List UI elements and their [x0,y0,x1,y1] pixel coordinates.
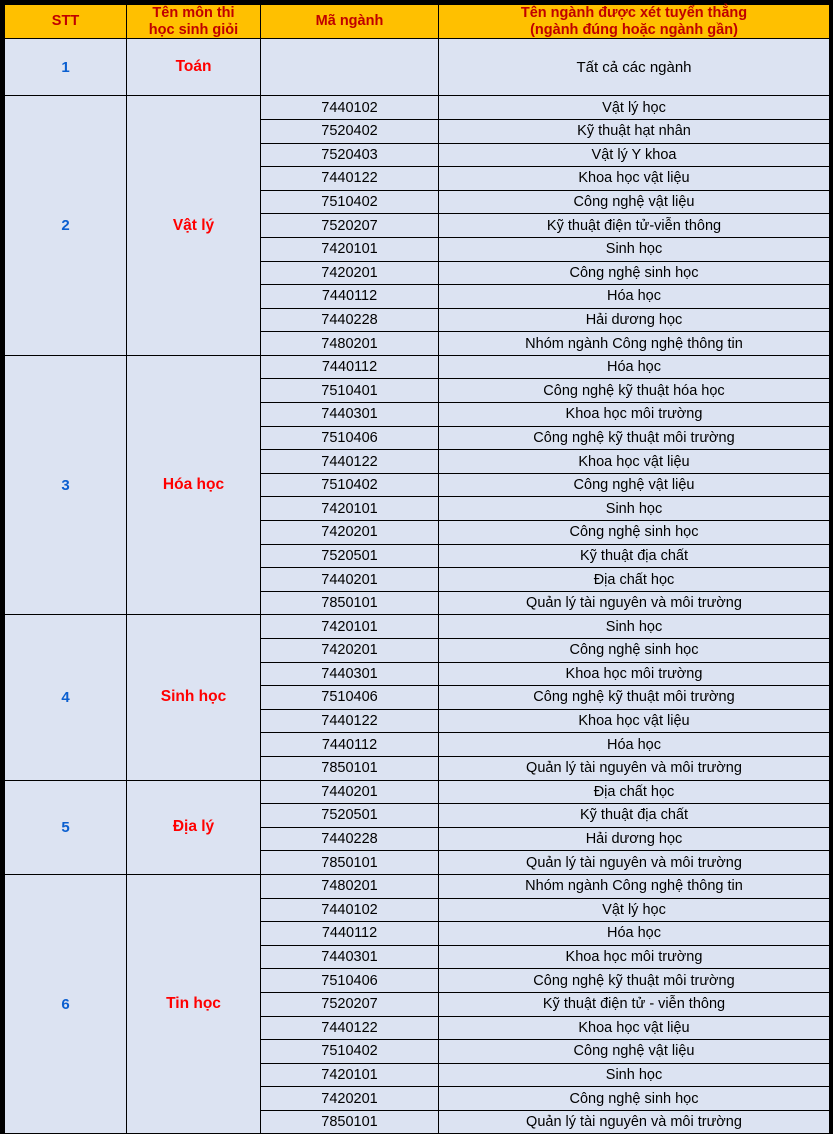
row-major-code: 7440112 [261,922,439,946]
row-major-code: 7480201 [261,874,439,898]
row-major-name: Khoa học môi trường [439,403,830,427]
row-major-name: Hải dương học [439,308,830,332]
row-major-code: 7440112 [261,285,439,309]
header-subject-line1: Tên môn thi [152,5,235,21]
row-major-name: Khoa học vật liệu [439,709,830,733]
row-major-code: 7440122 [261,709,439,733]
row-major-code: 7420201 [261,1087,439,1111]
row-subject: Vật lý [127,96,261,356]
header-major-line2: (ngành đúng hoặc ngành gần) [530,21,738,38]
admission-table [4,4,830,1134]
row-subject: Tin học [127,874,261,1134]
row-major-name: Công nghệ vật liệu [439,190,830,214]
row-major-name: Hóa học [439,733,830,757]
row-major-name: Khoa học vật liệu [439,450,830,474]
row-major-name: Công nghệ vật liệu [439,1040,830,1064]
row-major-code: 7520501 [261,804,439,828]
row-major-code [261,39,439,96]
row-major-name: Công nghệ kỹ thuật môi trường [439,426,830,450]
row-major-name: Tất cả các ngành [439,39,830,96]
row-stt: 4 [5,615,127,780]
row-major-name: Quản lý tài nguyên và môi trường [439,1110,830,1134]
row-major-name: Nhóm ngành Công nghệ thông tin [439,332,830,356]
row-major-name: Địa chất học [439,780,830,804]
row-major-code: 7520402 [261,119,439,143]
header-row [5,5,830,39]
row-major-name: Vật lý học [439,898,830,922]
row-major-code: 7510402 [261,190,439,214]
row-major-name: Công nghệ sinh học [439,261,830,285]
table-row [5,615,830,639]
row-major-code: 7850101 [261,1110,439,1134]
row-major-name: Sinh học [439,237,830,261]
table-row [5,355,830,379]
row-major-name: Quản lý tài nguyên và môi trường [439,851,830,875]
row-subject: Sinh học [127,615,261,780]
header-stt: STT [5,5,127,39]
row-major-code: 7440102 [261,898,439,922]
row-major-code: 7420201 [261,521,439,545]
header-major-line1: Tên ngành được xét tuyển thẳng [520,5,748,21]
row-major-code: 7510401 [261,379,439,403]
row-major-code: 7510402 [261,1040,439,1064]
row-major-name: Công nghệ sinh học [439,521,830,545]
row-major-name: Kỹ thuật điện tử-viễn thông [439,214,830,238]
row-subject: Toán [127,39,261,96]
row-stt: 2 [5,96,127,356]
table-row [5,874,830,898]
row-subject: Địa lý [127,780,261,874]
row-major-name: Sinh học [439,1063,830,1087]
row-major-code: 7440112 [261,355,439,379]
header-major [439,5,830,39]
row-major-code: 7440301 [261,945,439,969]
row-major-name: Hải dương học [439,827,830,851]
row-major-name: Địa chất học [439,568,830,592]
row-stt: 5 [5,780,127,874]
row-major-code: 7440102 [261,96,439,120]
row-major-name: Kỹ thuật điện tử - viễn thông [439,992,830,1016]
row-major-name: Công nghệ sinh học [439,1087,830,1111]
table-row [5,96,830,120]
row-major-code: 7510402 [261,473,439,497]
header-code: Mã ngành [261,5,439,39]
row-major-code: 7440228 [261,308,439,332]
row-major-code: 7420101 [261,497,439,521]
row-major-name: Vật lý học [439,96,830,120]
row-major-code: 7440122 [261,450,439,474]
row-major-code: 7440201 [261,780,439,804]
row-major-name: Kỹ thuật địa chất [439,804,830,828]
row-major-name: Kỹ thuật hạt nhân [439,119,830,143]
row-major-code: 7510406 [261,426,439,450]
row-major-name: Kỹ thuật địa chất [439,544,830,568]
row-major-code: 7520501 [261,544,439,568]
row-major-code: 7420101 [261,1063,439,1087]
row-major-name: Công nghệ sinh học [439,639,830,663]
row-major-code: 7420101 [261,615,439,639]
row-major-name: Quản lý tài nguyên và môi trường [439,591,830,615]
row-major-code: 7440301 [261,403,439,427]
row-major-code: 7520403 [261,143,439,167]
table-row [5,780,830,804]
row-major-name: Khoa học môi trường [439,945,830,969]
header-subject-line2: học sinh giỏi [148,21,239,38]
row-major-name: Công nghệ kỹ thuật môi trường [439,969,830,993]
row-major-name: Sinh học [439,497,830,521]
row-major-name: Sinh học [439,615,830,639]
row-major-code: 7440122 [261,1016,439,1040]
row-major-name: Công nghệ kỹ thuật hóa học [439,379,830,403]
row-major-code: 7850101 [261,851,439,875]
row-major-code: 7850101 [261,756,439,780]
row-major-code: 7510406 [261,686,439,710]
row-major-name: Nhóm ngành Công nghệ thông tin [439,874,830,898]
row-stt: 6 [5,874,127,1134]
row-stt: 1 [5,39,127,96]
row-major-code: 7420201 [261,639,439,663]
row-major-name: Vật lý Y khoa [439,143,830,167]
row-major-code: 7440112 [261,733,439,757]
row-major-code: 7850101 [261,591,439,615]
row-major-name: Công nghệ kỹ thuật môi trường [439,686,830,710]
row-major-name: Khoa học vật liệu [439,167,830,191]
row-major-code: 7420201 [261,261,439,285]
row-major-code: 7520207 [261,214,439,238]
header-subject [127,5,261,39]
row-major-code: 7440228 [261,827,439,851]
row-major-name: Quản lý tài nguyên và môi trường [439,756,830,780]
row-major-name: Hóa học [439,285,830,309]
row-major-code: 7480201 [261,332,439,356]
row-major-code: 7440122 [261,167,439,191]
row-major-name: Hóa học [439,355,830,379]
row-major-name: Công nghệ vật liệu [439,473,830,497]
row-subject: Hóa học [127,355,261,615]
row-major-code: 7420101 [261,237,439,261]
row-major-code: 7510406 [261,969,439,993]
row-major-name: Khoa học môi trường [439,662,830,686]
table-row [5,39,830,96]
table-header [5,5,830,39]
table-body [5,39,830,1134]
row-major-code: 7440301 [261,662,439,686]
row-major-name: Khoa học vật liệu [439,1016,830,1040]
row-major-name: Hóa học [439,922,830,946]
row-major-code: 7440201 [261,568,439,592]
row-major-code: 7520207 [261,992,439,1016]
row-stt: 3 [5,355,127,615]
